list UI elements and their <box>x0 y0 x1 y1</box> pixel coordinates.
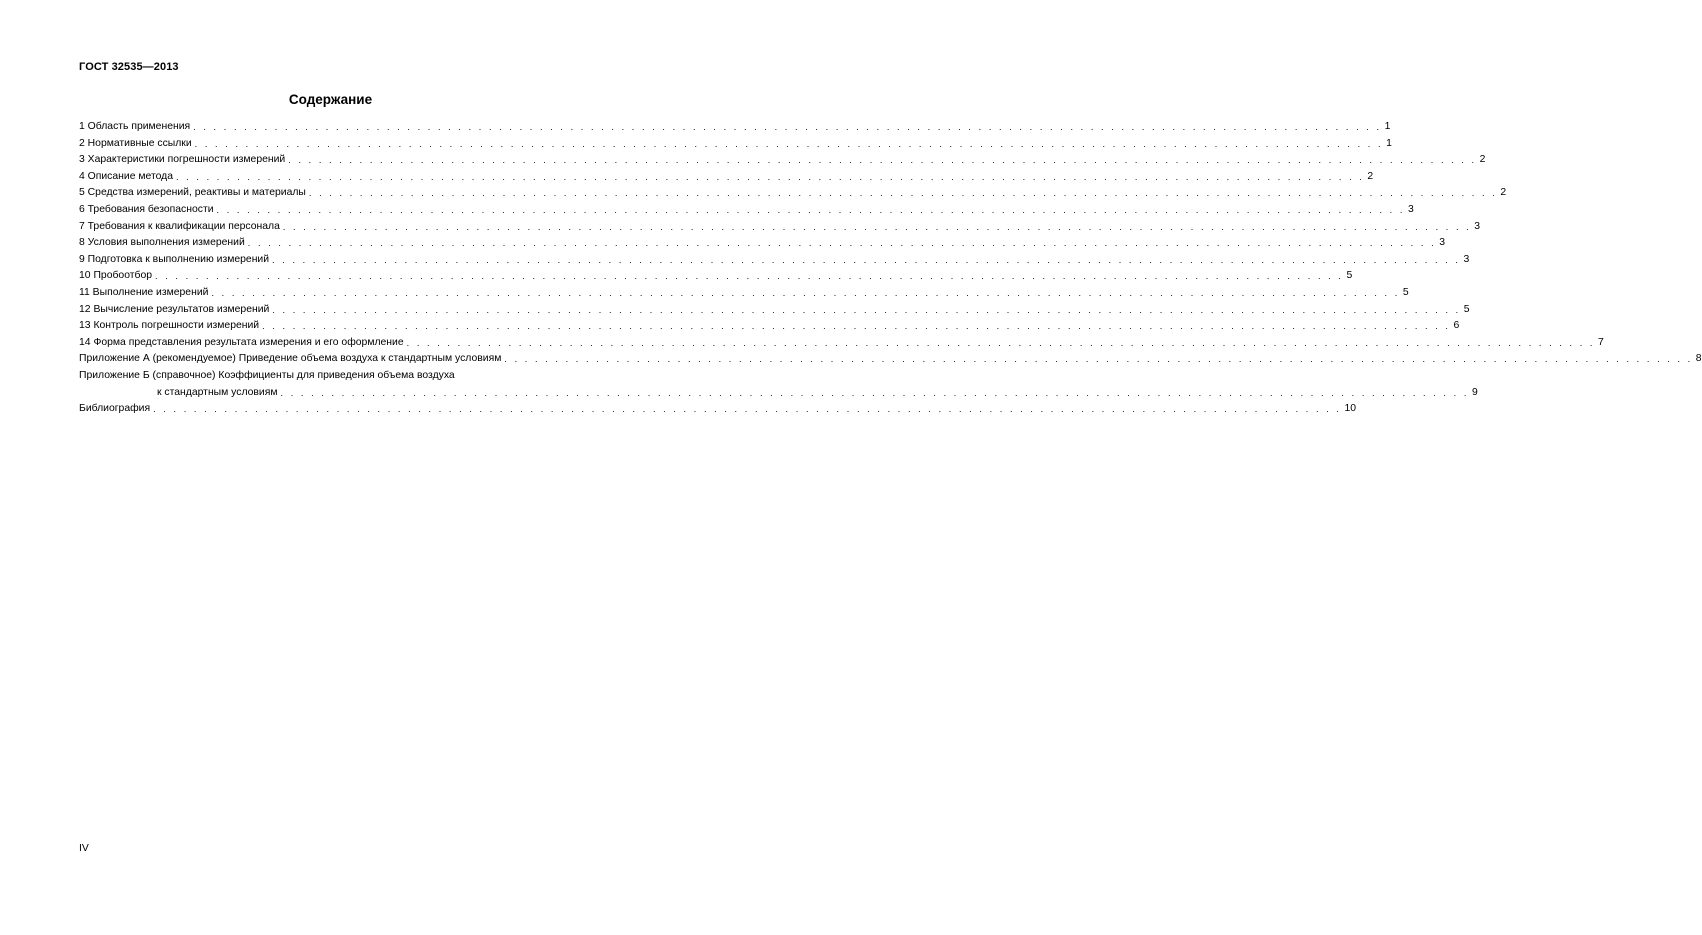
toc-entry-2[interactable] <box>79 136 1392 153</box>
toc-entry-page: 5 <box>1402 286 1409 298</box>
toc-leader-dots: . . . . . . . . . . . . . . . . . . . . . . . . . . . . . . . . . . . . . . . . . . . . . . . . . . . . . . . . . . . . . . . . . . . . . . . . . . . . . . . . . . . . . . . . . . . . . . . . . . . . . . . . . . . . . . . . . . . . . <box>272 304 1461 315</box>
toc-entry-label: 2 Нормативные ссылки <box>79 137 192 149</box>
toc-entry-14[interactable] <box>79 335 1604 352</box>
toc-entry-page: 7 <box>1598 336 1604 348</box>
toc-entry-label: 12 Вычисление результатов измерений <box>79 303 270 315</box>
toc-entry-4[interactable] <box>79 169 1374 186</box>
toc-leader-dots: . . . . . . . . . . . . . . . . . . . . . . . . . . . . . . . . . . . . . . . . . . . . . . . . . . . . . . . . . . . . . . . . . . . . . . . . . . . . . . . . . . . . . . . . . . . . . . . . . . . . . . . . . . . . . . . . . . . . . <box>247 238 1437 249</box>
toc-entry-label: 8 Условия выполнения измерений <box>79 237 245 249</box>
toc-leader-dots: . . . . . . . . . . . . . . . . . . . . . . . . . . . . . . . . . . . . . . . . . . . . . . . . . . . . . . . . . . . . . . . . . . . . . . . . . . . . . . . . . . . . . . . . . . . . . . . . . . . . . . . . . . . . . . . . . . . . . <box>262 321 1451 332</box>
toc-entry-label: 3 Характеристики погрешности измерений <box>79 154 286 166</box>
page-number: IV <box>79 843 89 854</box>
toc-leader-dots: . . . . . . . . . . . . . . . . . . . . . . . . . . . . . . . . . . . . . . . . . . . . . . . . . . . . . . . . . . . . . . . . . . . . . . . . . . . . . . . . . . . . . . . . . . . . . . . . . . . . . . . . . . . . . . . . . . . . . <box>308 188 1498 199</box>
toc-leader-dots: . . . . . . . . . . . . . . . . . . . . . . . . . . . . . . . . . . . . . . . . . . . . . . . . . . . . . . . . . . . . . . . . . . . . . . . . . . . . . . . . . . . . . . . . . . . . . . . . . . . . . . . . . . . . . . . . . . . . . <box>193 122 1382 132</box>
toc-leader-dots: . . . . . . . . . . . . . . . . . . . . . . . . . . . . . . . . . . . . . . . . . . . . . . . . . . . . . . . . . . . . . . . . . . . . . . . . . . . . . . . . . . . . . . . . . . . . . . . . . . . . . . . . . . . . . . . . . . . . . <box>216 204 1405 215</box>
toc-entry-label: Приложение А (рекомендуемое) Приведение объема воздуха к стандартным условиям <box>79 353 502 365</box>
toc-entry-label: 14 Форма представления результата измерения и его оформление <box>79 336 404 348</box>
toc-entry-bibliography[interactable] <box>79 401 1357 418</box>
toc-entry-appendix-b[interactable] <box>79 368 1478 401</box>
toc-entry-appendix-a[interactable] <box>79 351 1702 368</box>
toc-entry-label: 10 Пробоотбор <box>79 270 153 282</box>
toc-entry-page: 3 <box>1439 237 1445 249</box>
document-id-header: ГОСТ 32535—2013 <box>79 61 179 73</box>
toc-entry-10[interactable] <box>79 268 1353 285</box>
toc-entry-page: 1 <box>1386 137 1392 149</box>
toc-entry-page: 2 <box>1479 154 1486 166</box>
toc-entry-label: 6 Требования безопасности <box>79 203 214 215</box>
toc-entry-label: 9 Подготовка к выполнению измерений <box>79 253 270 265</box>
toc-entry-label: 1 Область применения <box>79 121 191 132</box>
toc-entry-page: 2 <box>1500 187 1507 199</box>
toc-entry-page: 5 <box>1346 270 1353 282</box>
toc-leader-dots: . . . . . . . . . . . . . . . . . . . . . . . . . . . . . . . . . . . . . . . . . . . . . . . . . . . . . . . . . . . . . . . . . . . . . . . . . . . . . . . . . . . . . . . . . . . . . . . . . . . . . . . . . . . . . . . . . . . . . <box>504 354 1693 365</box>
toc-leader-dots: . . . . . . . . . . . . . . . . . . . . . . . . . . . . . . . . . . . . . . . . . . . . . . . . . . . . . . . . . . . . . . . . . . . . . . . . . . . . . . . . . . . . . . . . . . . . . . . . . . . . . . . . . . . . . . . . . . . . . <box>272 254 1461 265</box>
toc-entry-page: 8 <box>1695 353 1702 365</box>
toc-leader-dots: . . . . . . . . . . . . . . . . . . . . . . . . . . . . . . . . . . . . . . . . . . . . . . . . . . . . . . . . . . . . . . . . . . . . . . . . . . . . . . . . . . . . . . . . . . . . . . . . . . . . . . . . . . . . . . . . . . . . . <box>194 138 1384 149</box>
toc-entry-label: Приложение Б (справочное) Коэффициенты для приведения объема воздуха <box>79 369 455 381</box>
toc-entry-page: 6 <box>1453 320 1460 332</box>
toc-entry-page: 1 <box>1384 121 1391 132</box>
toc-entry-label: 5 Средства измерений, реактивы и материалы <box>79 187 306 199</box>
toc-entry-page: 9 <box>1471 386 1478 398</box>
toc-entry-page: 3 <box>1463 253 1470 265</box>
toc-leader-dots: . . . . . . . . . . . . . . . . . . . . . . . . . . . . . . . . . . . . . . . . . . . . . . . . . . . . . . . . . . . . . . . . . . . . . . . . . . . . . . . . . . . . . . . . . . . . . . . . . . . . . . . . . . . . . . . . . . . . . <box>282 221 1472 232</box>
toc-entry-label: 13 Контроль погрешности измерений <box>79 320 260 332</box>
toc-leader-dots: . . . . . . . . . . . . . . . . . . . . . . . . . . . . . . . . . . . . . . . . . . . . . . . . . . . . . . . . . . . . . . . . . . . . . . . . . . . . . . . . . . . . . . . . . . . . . . . . . . . . . . . . . . . . . . . . . . . . . <box>211 287 1400 298</box>
toc-entry-7[interactable] <box>79 219 1481 236</box>
table-of-contents <box>79 119 1702 418</box>
toc-entry-page: 10 <box>1344 403 1357 415</box>
toc-leader-dots: . . . . . . . . . . . . . . . . . . . . . . . . . . . . . . . . . . . . . . . . . . . . . . . . . . . . . . . . . . . . . . . . . . . . . . . . . . . . . . . . . . . . . . . . . . . . . . . . . . . . . . . . . . . . . . . . . . . . . <box>288 155 1477 166</box>
toc-entry-continuation <box>79 385 1478 402</box>
toc-entry-label: 7 Требования к квалификации персонала <box>79 220 280 232</box>
toc-entry-11[interactable] <box>79 285 1409 302</box>
toc-entry-6[interactable] <box>79 202 1414 219</box>
toc-entry-5[interactable] <box>79 185 1507 202</box>
toc-entry-label-continued: к стандартным условиям <box>157 386 278 398</box>
toc-entry-page: 2 <box>1367 170 1374 182</box>
toc-entry-page: 3 <box>1474 220 1481 232</box>
toc-entry-8[interactable] <box>79 235 1445 252</box>
toc-entry-label: Библиография <box>79 403 151 415</box>
toc-entry-9[interactable] <box>79 252 1470 269</box>
toc-entry-page: 3 <box>1407 203 1414 215</box>
toc-entry-page: 5 <box>1463 303 1470 315</box>
toc-leader-dots: . . . . . . . . . . . . . . . . . . . . . . . . . . . . . . . . . . . . . . . . . . . . . . . . . . . . . . . . . . . . . . . . . . . . . . . . . . . . . . . . . . . . . . . . . . . . . . . . . . . . . . . . . . . . . . . . . . . . . <box>175 171 1365 182</box>
toc-entry-12[interactable] <box>79 302 1470 319</box>
toc-entry-3[interactable] <box>79 152 1486 169</box>
toc-leader-dots: . . . . . . . . . . . . . . . . . . . . . . . . . . . . . . . . . . . . . . . . . . . . . . . . . . . . . . . . . . . . . . . . . . . . . . . . . . . . . . . . . . . . . . . . . . . . . . . . . . . . . . . . . . . . . . . . . . . . . <box>153 404 1342 415</box>
toc-title: Содержание <box>288 92 373 107</box>
toc-leader-dots: . . . . . . . . . . . . . . . . . . . . . . . . . . . . . . . . . . . . . . . . . . . . . . . . . . . . . . . . . . . . . . . . . . . . . . . . . . . . . . . . . . . . . . . . . . . . . . . . . . . . . . . . . . . . . . . . . . . . . <box>406 337 1596 348</box>
toc-leader-dots: . . . . . . . . . . . . . . . . . . . . . . . . . . . . . . . . . . . . . . . . . . . . . . . . . . . . . . . . . . . . . . . . . . . . . . . . . . . . . . . . . . . . . . . . . . . . . . . . . . . . . . . . . . . . . . . . . . . . . <box>280 387 1469 398</box>
toc-entry-1[interactable] <box>79 119 1391 136</box>
toc-leader-dots: . . . . . . . . . . . . . . . . . . . . . . . . . . . . . . . . . . . . . . . . . . . . . . . . . . . . . . . . . . . . . . . . . . . . . . . . . . . . . . . . . . . . . . . . . . . . . . . . . . . . . . . . . . . . . . . . . . . . . <box>155 271 1344 282</box>
toc-entry-label: 11 Выполнение измерений <box>79 286 209 298</box>
toc-entry-label: 4 Описание метода <box>79 170 173 182</box>
toc-entry-13[interactable] <box>79 318 1460 335</box>
